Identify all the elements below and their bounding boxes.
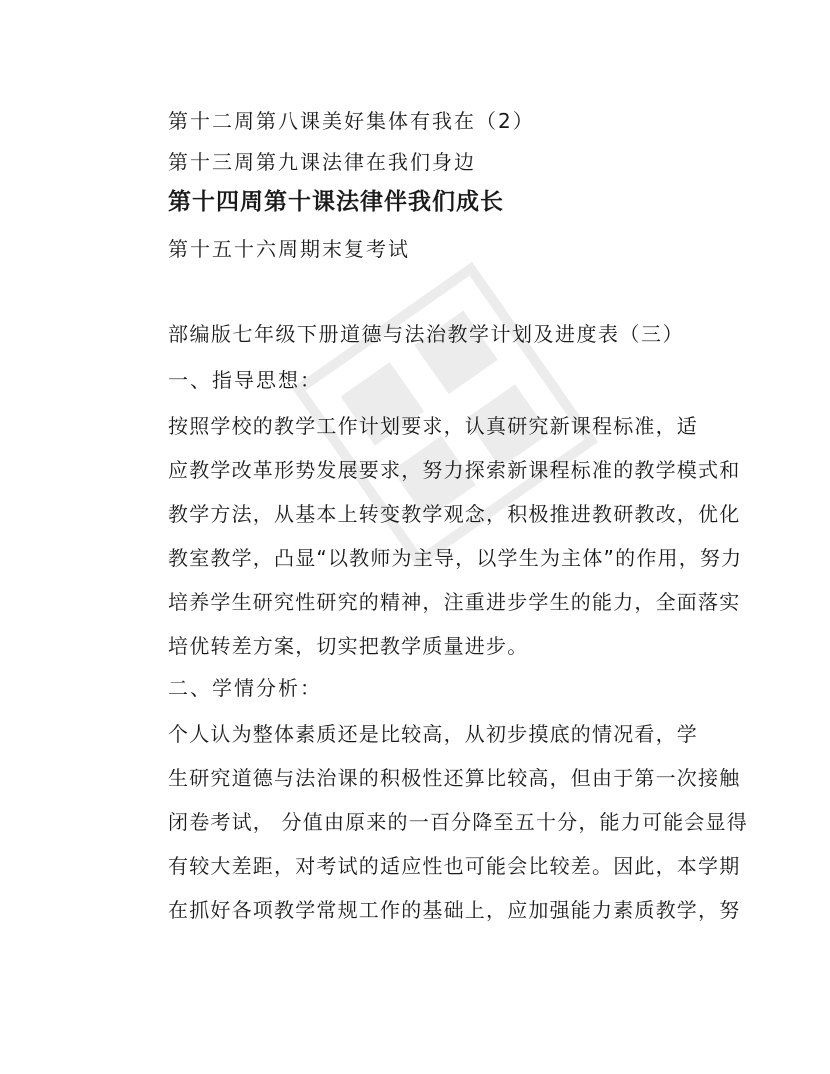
schedule-week13: 第十三周第九课法律在我们身边 [168, 150, 476, 174]
paragraph-line: 有较大差距，对考试的适应性也可能会比较差。因此，本学期 [168, 854, 741, 878]
section1-heading: 一、指导思想： [168, 368, 322, 392]
paragraph-line: 按照学校的教学工作计划要求，认真研究新课程标准，适 [168, 414, 698, 438]
paragraph-line: 教学方法，从基本上转变教学观念，积极推进教研教改，优化 [168, 502, 741, 526]
section2-paragraph [168, 712, 748, 932]
schedule-week1516: 第十五十六周期末复考试 [168, 237, 410, 261]
doc-title: 部编版七年级下册道德与法治教学计划及进度表（三） [168, 322, 684, 346]
paragraph-line: 应教学改革形势发展要求，努力探索新课程标准的教学模式和 [168, 458, 741, 482]
section2-heading: 二、学情分析： [168, 676, 322, 700]
paragraph-line: 教室教学，凸显“以教师为主导，以学生为主体”的作用，努力 [168, 546, 743, 570]
section1-paragraph [168, 404, 743, 668]
schedule-week14: 第十四周第十课法律伴我们成长 [168, 189, 504, 215]
paragraph-line: 个人认为整体素质还是比较高，从初步摸底的情况看，学 [168, 722, 698, 746]
schedule-week12: 第十二周第八课美好集体有我在（2） [168, 109, 535, 133]
paragraph-line: 在抓好各项教学常规工作的基础上，应加强能力素质教学，努 [168, 898, 741, 922]
paragraph-line: 生研究道德与法治课的积极性还算比较高，但由于第一次接触 [168, 766, 741, 790]
paragraph-line: 培养学生研究性研究的精神，注重进步学生的能力，全面落实 [168, 590, 741, 614]
paragraph-line: 培优转差方案，切实把教学质量进步。 [168, 634, 529, 658]
paragraph-line: 闭卷考试， 分值由原来的一百分降至五十分，能力可能会显得 [168, 810, 748, 834]
